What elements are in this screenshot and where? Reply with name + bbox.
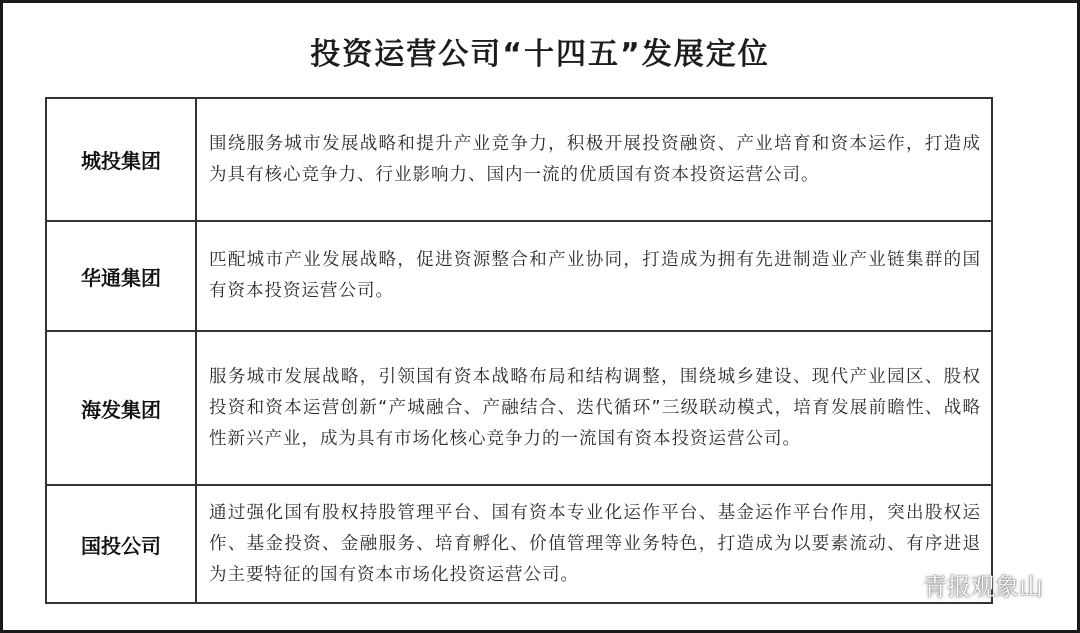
watermark-text: 青报观象山 (923, 573, 1043, 601)
wechat-icon (887, 572, 917, 598)
company-description: 匹配城市产业发展战略，促进资源整合和产业协同，打造成为拥有先进制造业产业链集群的国有资本投资运营公司。 (196, 221, 992, 331)
positioning-table (45, 97, 993, 604)
company-name: 华通集团 (46, 221, 196, 331)
company-description: 围绕服务城市发展战略和提升产业竞争力，积极开展投资融资、产业培育和资本运作，打造成为具有核心竞争力、行业影响力、国内一流的优质国有资本投资运营公司。 (196, 98, 992, 221)
company-name: 海发集团 (46, 331, 196, 485)
watermark (887, 567, 1043, 602)
company-name: 国投公司 (46, 485, 196, 603)
table-row (46, 98, 992, 221)
page-title: 投资运营公司“十四五”发展定位 (310, 37, 770, 72)
table-row (46, 331, 992, 485)
company-name: 城投集团 (46, 98, 196, 221)
company-description: 服务城市发展战略，引领国有资本战略布局和结构调整，围绕城乡建设、现代产业园区、股权投资和资本运营创新“产城融合、产融结合、迭代循环”三级联动模式，培育发展前瞻性、战略性新兴产业，成为具有市场化核心竞争力的一流国有资本投资运营公司。 (196, 331, 992, 485)
company-description: 通过强化国有股权持股管理平台、国有资本专业化运作平台、基金运作平台作用，突出股权运作、基金投资、金融服务、培育孵化、价值管理等业务特色，打造成为以要素流动、有序进退为主要特征的国有资本市场化投资运营公司。 (196, 485, 992, 603)
table-row (46, 485, 992, 603)
table-row (46, 221, 992, 331)
